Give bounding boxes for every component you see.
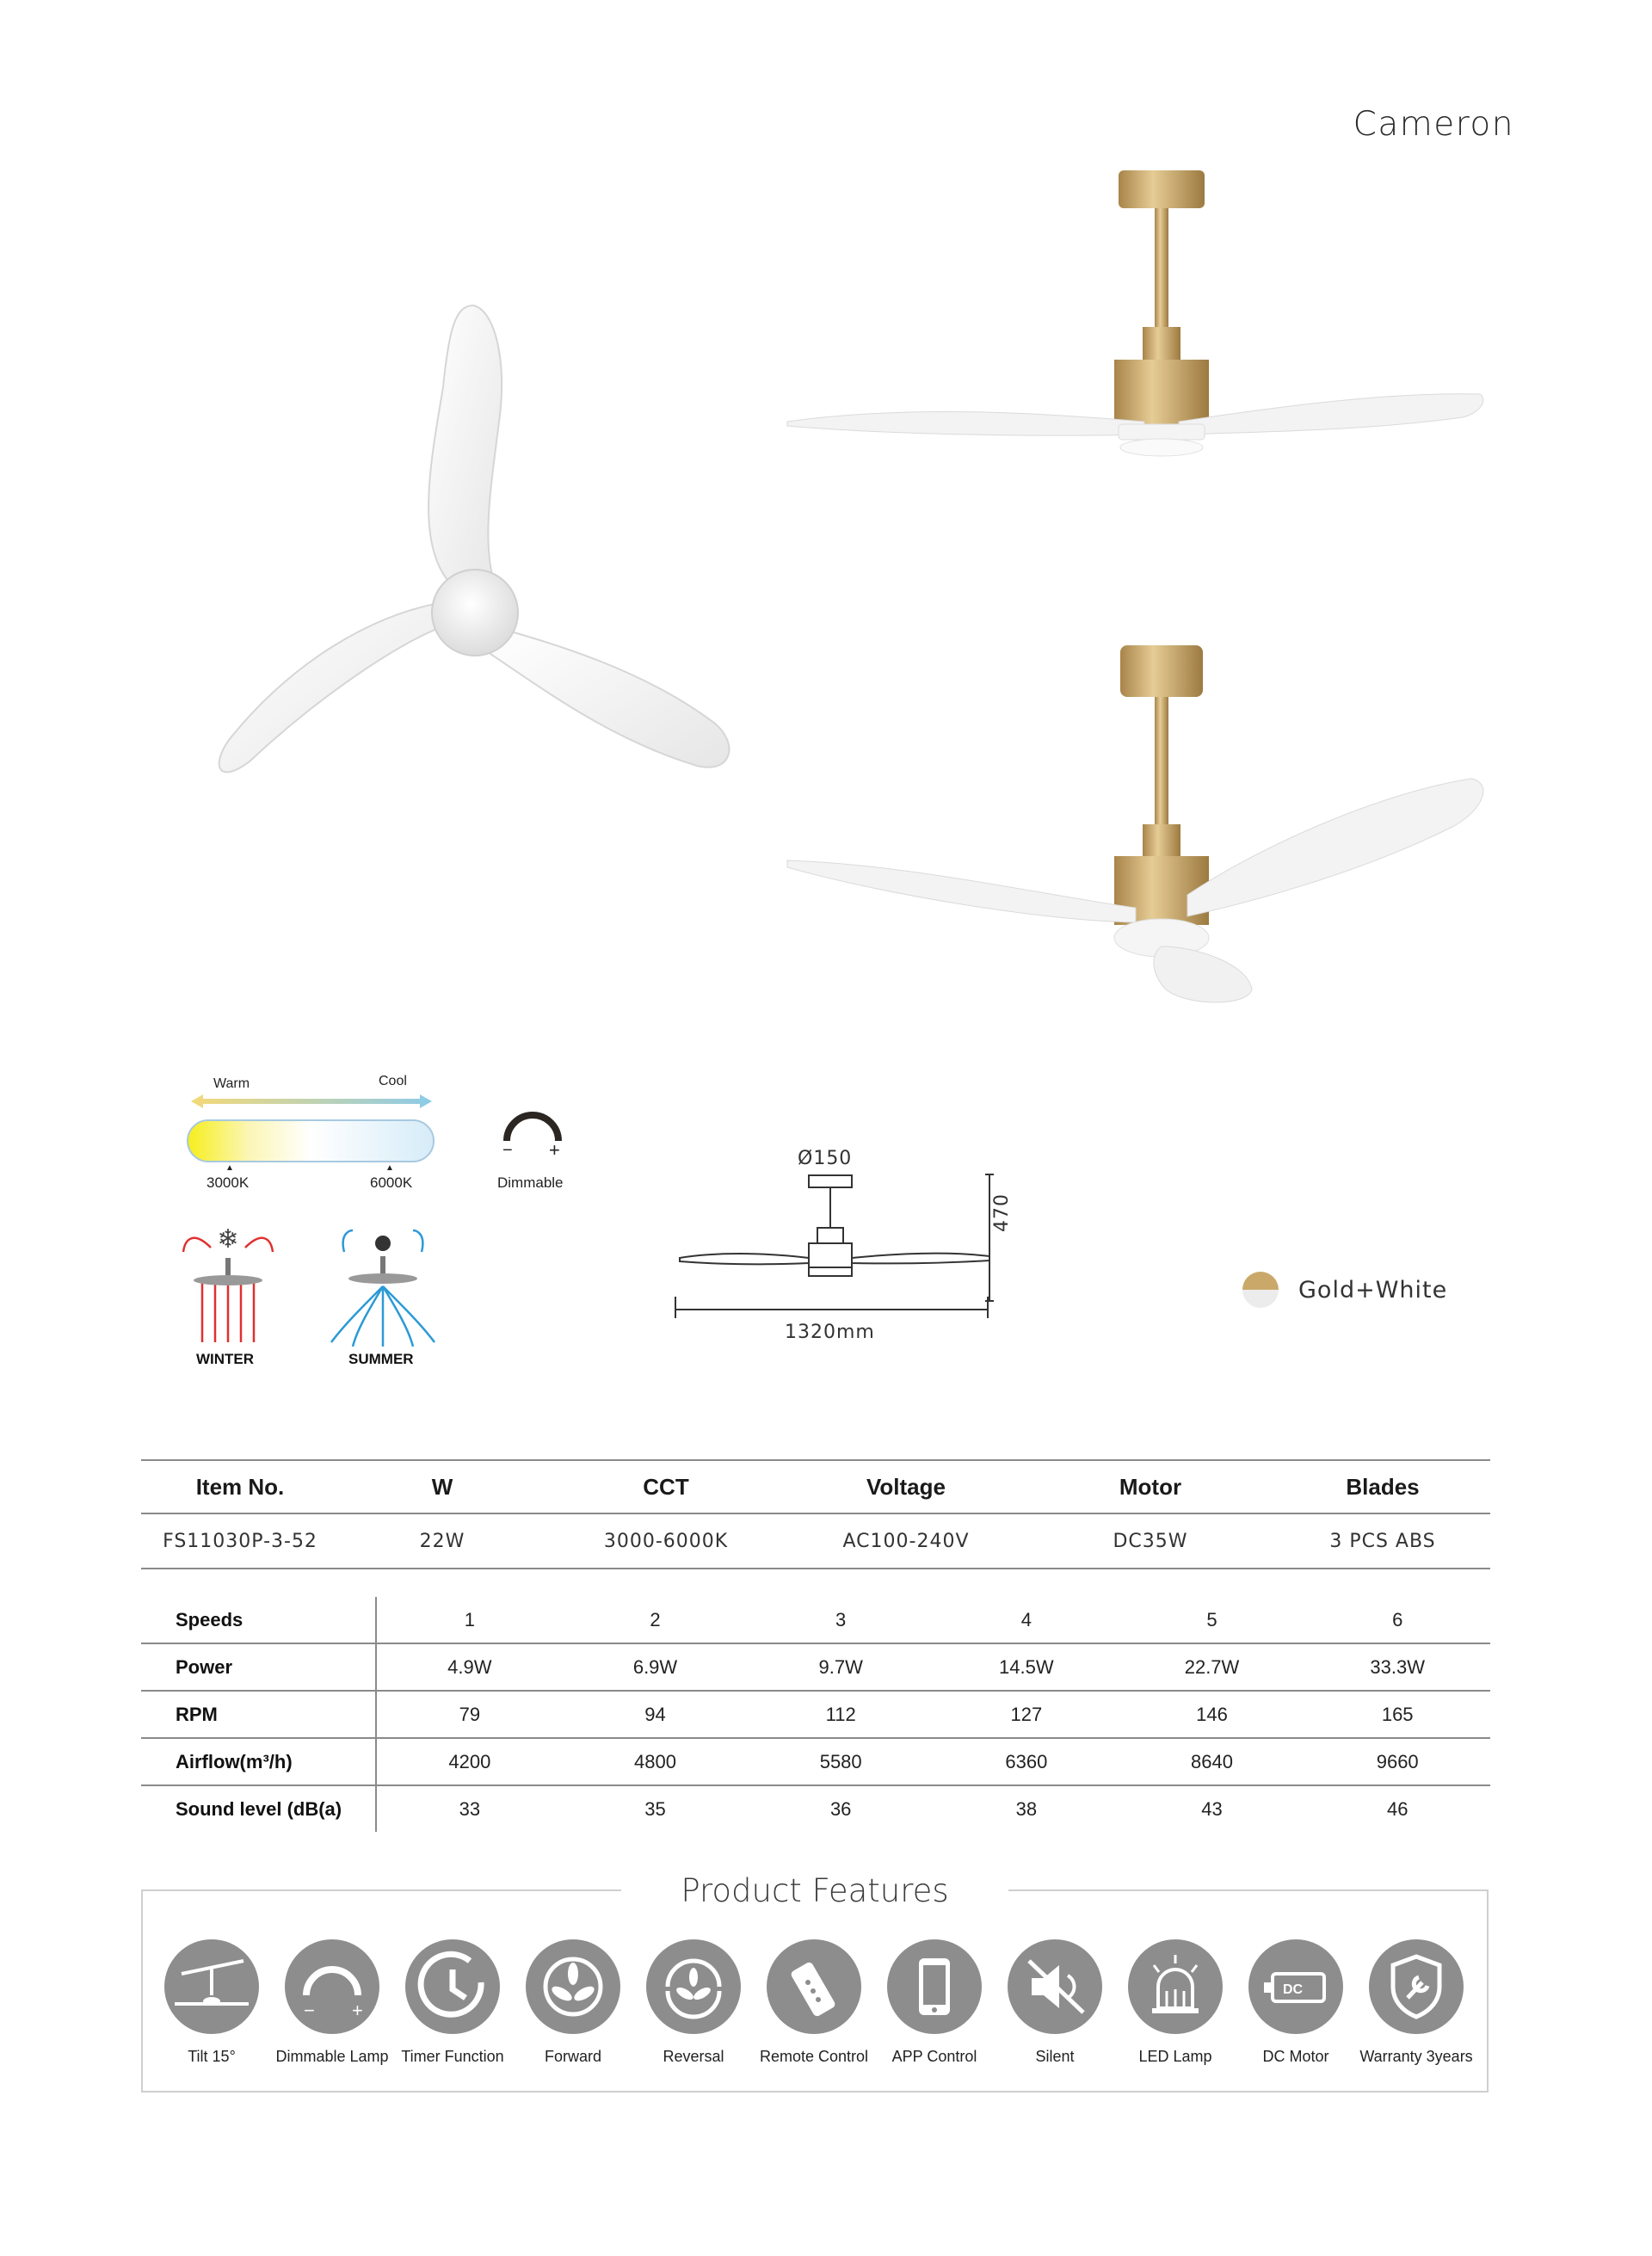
table-cell: 112 — [825, 1703, 856, 1725]
diameter-label: Ø150 — [798, 1148, 853, 1169]
table-cell: 4 — [1020, 1608, 1032, 1630]
warm-cool-arrow-icon — [191, 1093, 432, 1110]
table-cell: 5580 — [819, 1750, 862, 1772]
features-title: Product Features — [621, 1872, 1008, 1909]
spec-voltage: AC100-240V — [842, 1530, 970, 1552]
feature-label: Forward — [544, 2048, 601, 2065]
span-label: 1320mm — [785, 1322, 875, 1343]
row-label: Sound level (dB(a) — [141, 1786, 377, 1832]
reversal-icon — [646, 1939, 741, 2034]
product-title: Cameron — [1353, 105, 1514, 144]
dimmable-label: Dimmable — [497, 1174, 564, 1191]
svg-text:+: + — [352, 2000, 363, 2021]
table-cell: 36 — [829, 1797, 852, 1820]
spec-header-w: W — [431, 1473, 453, 1500]
feature-label: Remote Control — [759, 2048, 869, 2065]
feature-label: Tilt 15° — [188, 2048, 236, 2065]
feature-label: Timer Function — [401, 2048, 504, 2065]
table-row — [141, 1644, 1490, 1692]
spec-table — [141, 1459, 1490, 1569]
row-label: Power — [141, 1644, 377, 1690]
warm-label: Warm — [213, 1076, 250, 1091]
feature-forward — [513, 1939, 633, 2066]
table-cell: 4200 — [448, 1750, 491, 1772]
table-cell: 46 — [1386, 1797, 1409, 1820]
winter-mode-icon — [176, 1222, 280, 1347]
svg-text:−: − — [304, 2000, 315, 2021]
feature-reversal — [633, 1939, 754, 2066]
dimension-drawing — [671, 1172, 998, 1322]
dimmable-plus: + — [549, 1139, 560, 1161]
table-cell: 43 — [1201, 1797, 1223, 1820]
table-cell: 6.9W — [632, 1655, 678, 1678]
dc-motor-icon — [1248, 1939, 1343, 2034]
feature-label: APP Control — [891, 2048, 977, 2065]
spec-motor: DC35W — [1113, 1530, 1188, 1552]
led-lamp-icon — [1128, 1939, 1223, 2034]
table-row — [141, 1739, 1490, 1786]
speed-table — [141, 1597, 1490, 1832]
fan-top-view-image — [198, 293, 757, 792]
fan-side-view-image — [783, 163, 1489, 473]
table-cell: 14.5W — [999, 1655, 1054, 1678]
spec-header-blades: Blades — [1346, 1473, 1420, 1500]
table-cell: 1 — [464, 1608, 475, 1630]
table-cell: 38 — [1015, 1797, 1038, 1820]
table-cell: 9.7W — [818, 1655, 863, 1678]
winter-label: WINTER — [196, 1351, 255, 1367]
table-cell: 4.9W — [447, 1655, 492, 1678]
dc-badge: DC — [1283, 1982, 1304, 1997]
table-cell: 35 — [644, 1797, 666, 1820]
table-cell: 4800 — [634, 1750, 676, 1772]
feature-app — [874, 1939, 995, 2066]
table-row — [141, 1692, 1490, 1739]
table-cell: 2 — [650, 1608, 661, 1630]
feature-timer — [392, 1939, 513, 2066]
feature-label: Warranty 3years — [1359, 2048, 1473, 2065]
table-cell: 6 — [1392, 1608, 1403, 1630]
silent-icon — [1008, 1939, 1102, 2034]
warranty-icon — [1369, 1939, 1464, 2034]
spec-blades: 3 PCS ABS — [1329, 1530, 1436, 1552]
spec-header-row — [141, 1459, 1490, 1514]
feature-label: DC Motor — [1262, 2048, 1329, 2065]
feature-warranty — [1356, 1939, 1476, 2066]
height-label: 470 — [991, 1193, 1013, 1232]
tilt-icon — [164, 1939, 259, 2034]
feature-dimmable — [272, 1939, 392, 2066]
spec-value-row — [141, 1514, 1490, 1569]
feature-label: LED Lamp — [1138, 2048, 1212, 2065]
table-cell: 94 — [644, 1703, 666, 1725]
cool-label: Cool — [379, 1074, 407, 1088]
table-cell: 5 — [1206, 1608, 1217, 1630]
remote-icon — [767, 1939, 861, 2034]
feature-remote — [754, 1939, 874, 2066]
spec-header-cct: CCT — [643, 1473, 689, 1500]
table-cell: 79 — [459, 1703, 481, 1725]
phone-icon — [887, 1939, 982, 2034]
svg-text:❄: ❄ — [217, 1225, 239, 1254]
spec-w: 22W — [419, 1530, 465, 1552]
spec-header-voltage: Voltage — [866, 1473, 946, 1500]
feature-dc-motor — [1236, 1939, 1356, 2066]
row-label: Airflow(m³/h) — [141, 1739, 377, 1784]
table-cell: 165 — [1381, 1703, 1414, 1725]
table-row — [141, 1786, 1490, 1832]
summer-mode-icon — [327, 1222, 439, 1347]
dimmable-icon — [285, 1939, 379, 2034]
low-cct-label: 3000K — [206, 1174, 250, 1191]
table-row — [141, 1597, 1490, 1644]
feature-tilt — [151, 1939, 272, 2066]
feature-led — [1115, 1939, 1236, 2066]
high-cct-label: 6000K — [370, 1174, 413, 1191]
table-cell: 3 — [835, 1608, 847, 1630]
fan-angled-view-image — [783, 637, 1489, 1015]
table-cell: 146 — [1196, 1703, 1228, 1725]
spec-header-motor: Motor — [1119, 1473, 1182, 1500]
feature-label: Reversal — [663, 2048, 724, 2065]
table-cell: 33.3W — [1370, 1655, 1425, 1678]
table-cell: 9660 — [1376, 1750, 1419, 1772]
table-cell: 127 — [1010, 1703, 1043, 1725]
timer-icon — [405, 1939, 500, 2034]
feature-label: Silent — [1035, 2048, 1075, 2065]
table-cell: 6360 — [1005, 1750, 1048, 1772]
finish-swatch — [1241, 1270, 1280, 1310]
forward-icon — [526, 1939, 620, 2034]
dimmable-minus: − — [502, 1141, 513, 1160]
finish-label: Gold+White — [1298, 1277, 1448, 1304]
table-cell: 8640 — [1191, 1750, 1233, 1772]
spec-item-no: FS11030P-3-52 — [163, 1530, 317, 1552]
color-temperature-bar — [186, 1119, 435, 1163]
summer-label: SUMMER — [348, 1351, 414, 1367]
spec-cct: 3000-6000K — [603, 1530, 729, 1552]
spec-header-item-no: Item No. — [195, 1473, 285, 1500]
row-label: Speeds — [141, 1597, 377, 1643]
table-cell: 22.7W — [1184, 1655, 1240, 1678]
table-cell: 33 — [459, 1797, 481, 1820]
feature-label: Dimmable Lamp — [275, 2048, 389, 2065]
feature-silent — [995, 1939, 1115, 2066]
row-label: RPM — [141, 1692, 377, 1737]
